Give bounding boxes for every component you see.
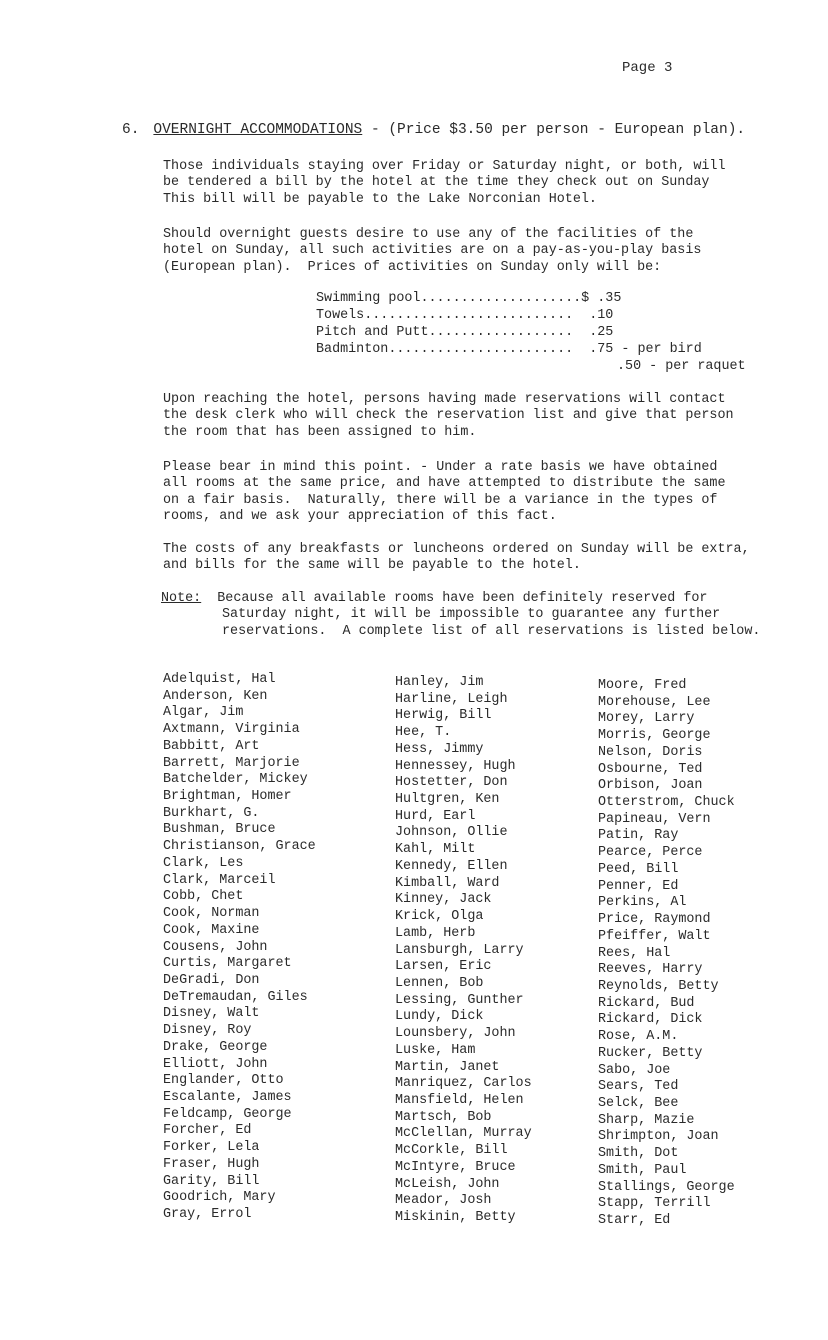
reservation-name: Stallings, George <box>598 1179 735 1195</box>
text-line: on a fair basis. Naturally, there will be a variance in the types of <box>163 492 718 508</box>
text-line: Saturday night, it will be impossible to guarantee any further <box>222 607 721 623</box>
reservation-name: Hess, Jimmy <box>395 741 484 757</box>
price-row: Badminton....................... .75 - per bird <box>316 342 702 357</box>
reservation-name: Christianson, Grace <box>163 839 316 855</box>
reservation-name: Price, Raymond <box>598 912 711 928</box>
reservation-name: Miskinin, Betty <box>395 1210 516 1225</box>
reservation-name: Hennessey, Hugh <box>395 758 516 774</box>
text-line: (European plan). Prices of activities on Sunday only will be: <box>163 259 662 275</box>
reservation-name: Luske, Ham <box>395 1042 476 1058</box>
paragraph-meal-costs <box>163 542 803 575</box>
reservation-name: Rickard, Bud <box>598 995 695 1011</box>
reservation-name: Morey, Larry <box>598 711 695 727</box>
text-line: Upon reaching the hotel, persons having made reservations will contact <box>163 392 726 407</box>
reservation-name: Morehouse, Lee <box>598 694 711 710</box>
reservation-name: Brightman, Homer <box>163 789 292 805</box>
text-line: The costs of any breakfasts or luncheons ordered on Sunday will be extra, <box>163 542 750 557</box>
reservation-name: Barrett, Marjorie <box>163 755 300 771</box>
reservation-name: Babbitt, Art <box>163 738 260 754</box>
reservation-name: Lundy, Dick <box>395 1009 484 1025</box>
reservation-name: Lansburgh, Larry <box>395 942 524 958</box>
reservation-name: Mansfield, Helen <box>395 1092 524 1108</box>
paragraph-arrival <box>163 392 803 441</box>
reservation-name: Englander, Otto <box>163 1073 284 1089</box>
reservation-name: Sabo, Joe <box>598 1062 671 1078</box>
text-line: and bills for the same will be payable to the hotel. <box>163 558 581 574</box>
reservation-name: Johnson, Ollie <box>395 825 508 841</box>
reservation-name: Hee, T. <box>395 725 452 741</box>
reservation-name: Lamb, Herb <box>395 925 476 941</box>
reservation-name: Lessing, Gunther <box>395 992 524 1008</box>
text-line: Please bear in mind this point. - Under a rate basis we have obtained <box>163 460 718 475</box>
note-block <box>161 591 760 640</box>
reservation-name: Pearce, Perce <box>598 845 703 861</box>
paragraph-rate-basis <box>163 460 803 525</box>
price-row: Towels.......................... .10 <box>316 308 614 323</box>
reservation-name: Hultgren, Ken <box>395 792 500 808</box>
text-line: This bill will be payable to the Lake Norconian Hotel. <box>163 191 597 207</box>
reservation-name: Anderson, Ken <box>163 688 268 704</box>
paragraph-facilities <box>163 227 803 276</box>
reservation-name: Drake, George <box>163 1039 268 1055</box>
reservation-name: DeGradi, Don <box>163 972 260 988</box>
reservation-name: Moore, Fred <box>598 678 687 693</box>
reservation-name: Escalante, James <box>163 1089 292 1105</box>
reservation-name: Selck, Bee <box>598 1095 679 1111</box>
section-title: OVERNIGHT ACCOMMODATIONS <box>153 122 363 138</box>
reservation-name: Patin, Ray <box>598 828 679 844</box>
reservation-name: McIntyre, Bruce <box>395 1159 516 1175</box>
reservation-name: Osbourne, Ted <box>598 761 703 777</box>
text-line: be tendered a bill by the hotel at the time they check out on Sunday <box>163 175 710 191</box>
reservation-name: Bushman, Bruce <box>163 822 276 838</box>
reservation-name: Algar, Jim <box>163 705 244 721</box>
reservation-name: Meador, Josh <box>395 1193 492 1209</box>
reservation-name: Otterstrom, Chuck <box>598 795 735 811</box>
section-price: - (Price $3.50 per person - European plan). <box>362 122 746 138</box>
text-line: hotel on Sunday, all such activities are on a pay-as-you-play basis <box>163 243 702 259</box>
reservation-name: Burkhart, G. <box>163 805 260 821</box>
price-row: Pitch and Putt.................. .25 <box>316 325 614 340</box>
page-number: Page 3 <box>622 60 673 76</box>
reservation-name: Forcher, Ed <box>163 1123 252 1139</box>
reservation-name: Cook, Maxine <box>163 922 260 938</box>
paragraph-billing <box>163 159 803 208</box>
reservation-column-2 <box>395 675 532 1227</box>
reservation-name: Rickard, Dick <box>598 1012 703 1028</box>
reservation-name: Martin, Janet <box>395 1059 500 1075</box>
section-heading <box>122 122 745 138</box>
reservation-name: Garity, Bill <box>163 1173 260 1189</box>
reservation-name: Hostetter, Don <box>395 775 508 791</box>
reservation-name: DeTremaudan, Giles <box>163 989 308 1005</box>
reservation-name: Batchelder, Mickey <box>163 772 308 788</box>
reservation-name: Shrimpton, Joan <box>598 1129 719 1145</box>
reservation-name: Perkins, Al <box>598 895 687 911</box>
reservation-name: Sharp, Mazie <box>598 1112 695 1128</box>
price-row: Swimming pool....................$ .35 <box>316 291 622 306</box>
reservation-name: Kennedy, Ellen <box>395 858 508 874</box>
reservation-name: McClellan, Murray <box>395 1126 532 1142</box>
reservation-name: Kinney, Jack <box>395 892 492 908</box>
reservation-name: Gray, Errol <box>163 1207 252 1222</box>
reservation-name: Cobb, Chet <box>163 889 244 905</box>
reservation-name: Papineau, Vern <box>598 811 711 827</box>
reservation-column-1 <box>163 672 316 1224</box>
reservation-name: Penner, Ed <box>598 878 679 894</box>
section-number: 6. <box>122 122 140 138</box>
reservation-name: Krick, Olga <box>395 909 484 925</box>
price-list <box>316 290 746 375</box>
reservation-name: Orbison, Joan <box>598 778 703 794</box>
reservation-name: Fraser, Hugh <box>163 1156 260 1172</box>
reservation-name: Clark, Les <box>163 855 244 871</box>
text-line: Because all available rooms have been definitely reserved for <box>201 591 708 606</box>
reservation-column-3 <box>598 678 735 1230</box>
reservation-name: Hurd, Earl <box>395 808 476 824</box>
text-line: Those individuals staying over Friday or Saturday night, or both, will <box>163 159 726 174</box>
reservation-name: Goodrich, Mary <box>163 1190 276 1206</box>
text-line: reservations. A complete list of all reservations is listed below. <box>222 623 761 639</box>
text-line: rooms, and we ask your appreciation of this fact. <box>163 508 557 524</box>
reservation-name: Smith, Dot <box>598 1146 679 1162</box>
text-line: the desk clerk who will check the reservation list and give that person <box>163 408 734 424</box>
reservation-name: Feldcamp, George <box>163 1106 292 1122</box>
reservation-name: Larsen, Eric <box>395 959 492 975</box>
reservation-name: Lennen, Bob <box>395 975 484 991</box>
text-line: Should overnight guests desire to use any of the facilities of the <box>163 227 694 242</box>
price-row: .50 - per raquet <box>617 359 746 374</box>
note-label: Note: <box>161 591 202 606</box>
reservation-name: Elliott, John <box>163 1056 268 1072</box>
reservation-name: Curtis, Margaret <box>163 956 292 972</box>
reservation-name: Kahl, Milt <box>395 842 476 858</box>
reservation-name: Pfeiffer, Walt <box>598 928 711 944</box>
reservation-name: Sears, Ted <box>598 1079 679 1095</box>
reservation-name: Cousens, John <box>163 939 268 955</box>
reservation-name: Morris, George <box>598 728 711 744</box>
reservation-name: Nelson, Doris <box>598 744 703 760</box>
reservation-name: Rucker, Betty <box>598 1045 703 1061</box>
reservation-name: Disney, Roy <box>163 1023 252 1039</box>
reservation-name: Kimball, Ward <box>395 875 500 891</box>
reservation-name: Peed, Bill <box>598 861 679 877</box>
reservation-name: Harline, Leigh <box>395 691 508 707</box>
reservation-name: Forker, Lela <box>163 1140 260 1156</box>
reservation-name: Stapp, Terrill <box>598 1196 711 1212</box>
reservation-name: Hanley, Jim <box>395 675 484 690</box>
reservation-name: Clark, Marceil <box>163 872 276 888</box>
reservation-name: Adelquist, Hal <box>163 672 276 687</box>
reservation-name: Reeves, Harry <box>598 962 703 978</box>
reservation-name: Herwig, Bill <box>395 708 492 724</box>
reservation-name: Rose, A.M. <box>598 1029 679 1045</box>
reservation-name: Axtmann, Virginia <box>163 722 300 738</box>
reservation-name: Disney, Walt <box>163 1006 260 1022</box>
reservation-name: Manriquez, Carlos <box>395 1076 532 1092</box>
reservation-name: Starr, Ed <box>598 1213 671 1228</box>
reservation-name: Reynolds, Betty <box>598 978 719 994</box>
reservation-name: Rees, Hal <box>598 945 671 961</box>
reservation-name: Cook, Norman <box>163 906 260 922</box>
reservation-name: Martsch, Bob <box>395 1109 492 1125</box>
reservation-name: Smith, Paul <box>598 1162 687 1178</box>
text-line: the room that has been assigned to him. <box>163 424 477 440</box>
reservation-name: McLeish, John <box>395 1176 500 1192</box>
reservation-name: Lounsbery, John <box>395 1026 516 1042</box>
reservation-name: McCorkle, Bill <box>395 1143 508 1159</box>
text-line: all rooms at the same price, and have attempted to distribute the same <box>163 476 726 492</box>
